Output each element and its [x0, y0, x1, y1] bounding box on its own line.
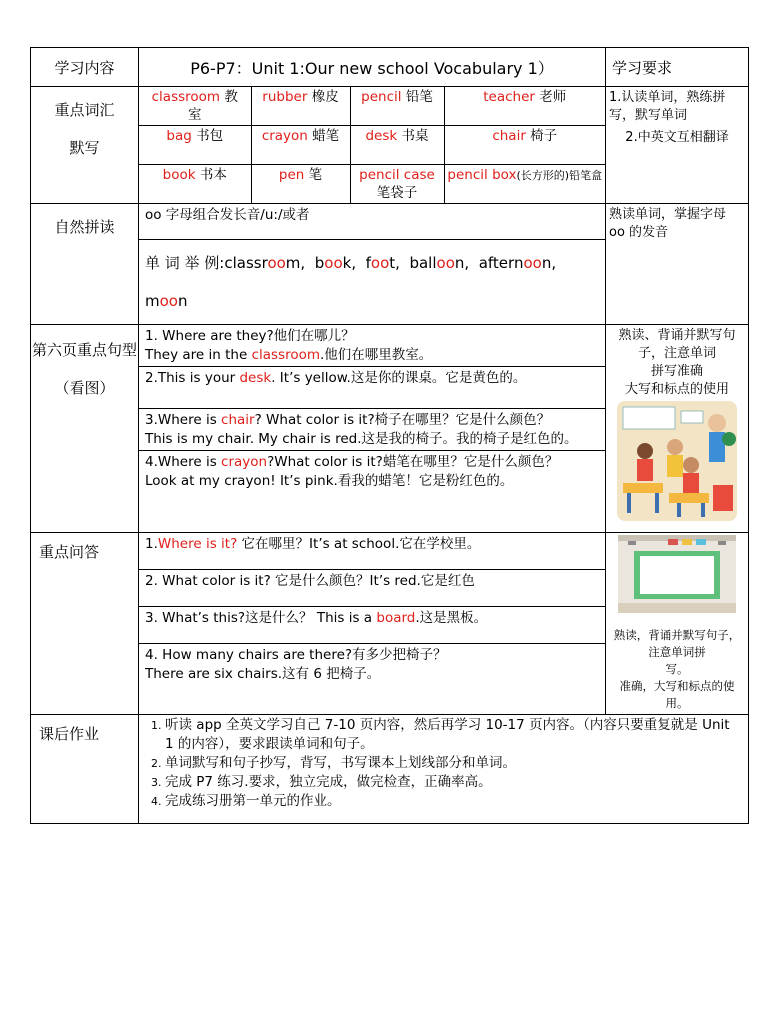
- text-part: 4.Where is: [145, 454, 222, 470]
- vocab-cell: [350, 126, 444, 165]
- phonics-word: [145, 292, 188, 310]
- vocab-meaning: 笔: [308, 167, 323, 183]
- vocab-cell: [251, 165, 350, 204]
- word-highlight: oo: [324, 254, 343, 272]
- vocabulary-grid: [139, 87, 605, 203]
- text-part: 2. What color is it? 它是什么颜色？It’s red.它是红色: [145, 573, 475, 589]
- key-qa-requirement: [606, 533, 749, 715]
- vocab-cell: [444, 87, 605, 126]
- word-part: aftern: [478, 254, 524, 272]
- text-part: . It’s yellow.这是你的课桌。它是黄色的。: [271, 370, 527, 386]
- vocab-meaning: 书本: [199, 167, 227, 183]
- keyword: classroom: [251, 347, 320, 363]
- sentence-3: [139, 409, 605, 451]
- sentence-1: [139, 325, 605, 367]
- vocab-word: teacher: [483, 89, 535, 105]
- vocabulary-grid-cell: [139, 87, 606, 204]
- qa-4-line2: There are six chairs.这有 6 把椅子。: [145, 666, 381, 682]
- vocab-meaning: 书包: [196, 128, 224, 144]
- phonics-label: 自然拼读: [31, 204, 139, 325]
- word-part: m: [145, 292, 160, 310]
- header-requirement-label: 学习要求: [606, 48, 749, 87]
- sentence-1-line1: 1. Where are they?他们在哪儿？: [145, 328, 355, 344]
- sentence-4: [139, 451, 605, 493]
- word-part: classr: [224, 254, 268, 272]
- vocabulary-label-line2: 默写: [69, 139, 100, 157]
- word-part: k: [342, 254, 352, 272]
- sentence-4-line1: [145, 453, 599, 472]
- phonics-content: [139, 204, 606, 325]
- phonics-examples-prefix: 单 词 举 例:: [145, 254, 225, 272]
- requirement-line3: 大写和标点的使用: [624, 382, 729, 397]
- phonics-examples: 单 词 举 例:classroom, book, foot, balloon, afternoon, moon: [145, 254, 557, 310]
- word-part: n: [177, 292, 188, 310]
- key-qa-content: [139, 533, 606, 715]
- phonics-word: [315, 254, 352, 272]
- text-part: 1.: [145, 536, 158, 552]
- vocab-cell: [350, 165, 444, 204]
- key-qa-label: 重点问答: [31, 533, 139, 715]
- sentence-3-line1: [145, 411, 599, 430]
- sentence-3-line2: This is my chair. My chair is red.这是我的椅子。我的椅子是红色的。: [145, 431, 578, 447]
- homework-item: 2. 单词默写和句子抄写，背写，书写课本上划线部分和单词。: [165, 754, 742, 773]
- text-part: ?What color is it?蜡笔在哪里？它是什么颜色？: [267, 454, 559, 470]
- vocab-cell: [444, 165, 605, 204]
- keyword: desk: [239, 370, 272, 386]
- text-part: 3.Where is: [145, 412, 222, 428]
- qa-4-line1: 4. How many chairs are there?有多少把椅子？: [145, 647, 447, 663]
- classroom-illustration: [617, 401, 737, 521]
- sentence-1-line2: [145, 346, 599, 365]
- text-part: 2.This is your: [145, 370, 240, 386]
- phonics-requirement: 熟读单词，掌握字母 oo 的发音: [606, 204, 749, 325]
- vocab-word: pen: [278, 167, 305, 183]
- qa-3: [139, 607, 605, 644]
- vocab-row-2: [139, 126, 605, 165]
- requirement-line1: 熟读，背诵并默写句子，注意单词拼: [613, 628, 741, 659]
- vocab-meaning: 教室: [188, 89, 238, 123]
- requirement-line2: 拼写准确: [650, 364, 703, 379]
- qa-2: [139, 570, 605, 607]
- qa-1: [139, 533, 605, 570]
- word-part: t: [389, 254, 396, 272]
- vocab-word: chair: [492, 128, 526, 144]
- phonics-word: [224, 254, 300, 272]
- vocab-word: pencil case: [359, 167, 435, 183]
- homework-item: 3. 完成 P7 练习.要求，独立完成，做完检查，正确率高。: [165, 773, 742, 792]
- word-part: ball: [409, 254, 437, 272]
- qa-4: [139, 644, 605, 686]
- requirement-line2: 写。: [665, 662, 689, 676]
- vocab-word: crayon: [261, 128, 308, 144]
- word-part: m: [285, 254, 301, 272]
- vocab-meaning: 书桌: [401, 128, 429, 144]
- key-qa-row: [31, 533, 749, 715]
- text-part: .这是黑板。: [415, 610, 488, 626]
- word-highlight: oo: [159, 292, 178, 310]
- vocab-word: desk: [365, 128, 398, 144]
- text-part: 它在哪里？It’s at school.它在学校里。: [237, 536, 481, 552]
- word-part: f: [365, 254, 371, 272]
- vocab-cell: [139, 165, 251, 204]
- sentence-2: [139, 367, 605, 409]
- phonics-word: [409, 254, 464, 272]
- word-part: b: [314, 254, 325, 272]
- text-part: .他们在哪里教室。: [320, 347, 433, 363]
- vocab-requirement-2: 2.中英文互相翻译: [625, 130, 729, 145]
- text-part: 3. What’s this?这是什么？ This is a: [145, 610, 377, 626]
- key-sentences-label-line1: 第六页重点句型: [31, 341, 137, 359]
- homework-item: 4. 完成练习册第一单元的作业。: [165, 792, 742, 811]
- phonics-word: [479, 254, 552, 272]
- keyword: board: [376, 610, 416, 626]
- requirement-line1: 熟读、背诵并默写句子，注意单词: [618, 328, 736, 361]
- word-highlight: oo: [267, 254, 286, 272]
- text-part: They are in the: [145, 347, 252, 363]
- homework-content: [139, 715, 749, 824]
- word-highlight: oo: [436, 254, 455, 272]
- word-highlight: oo: [523, 254, 542, 272]
- key-sentences-label-line2: （看图）: [54, 379, 115, 397]
- vocab-meaning: 橡皮: [311, 89, 339, 105]
- keyword: crayon: [221, 454, 268, 470]
- vocab-word: pencil: [361, 89, 402, 105]
- vocab-meaning: 老师: [539, 89, 567, 105]
- vocab-cell: [139, 126, 251, 165]
- vocabulary-requirement: [606, 87, 749, 204]
- key-sentences-row: [31, 325, 749, 533]
- vocab-meaning: (长方形的)铅笔盒: [516, 169, 603, 182]
- whiteboard-illustration: [618, 535, 736, 613]
- vocab-cell: [444, 126, 605, 165]
- worksheet-table: [30, 47, 749, 824]
- vocab-meaning: 笔袋子: [376, 185, 418, 201]
- word-highlight: oo: [370, 254, 390, 272]
- vocab-word: rubber: [262, 89, 308, 105]
- key-sentences-label: [31, 325, 139, 533]
- homework-row: [31, 715, 749, 824]
- homework-item: 1. 听读 app 全英文学习自己 7-10 页内容，然后再学习 10-17 页内容。（内容只要重复就是 Unit 1 的内容），要求跟读单词和句子。: [165, 716, 742, 754]
- homework-label: 课后作业: [31, 715, 139, 824]
- homework-list: [139, 716, 748, 811]
- vocab-meaning: 椅子: [530, 128, 558, 144]
- keyword: Where is it?: [157, 536, 238, 552]
- requirement-line3: 准确，大写和标点的使用。: [619, 679, 735, 710]
- phonics-row: [31, 204, 749, 325]
- key-sentences-requirement: [606, 325, 749, 533]
- vocabulary-label: [31, 87, 139, 204]
- vocab-requirement-1: 1.认读单词，熟练拼写，默写单词: [609, 90, 726, 123]
- vocabulary-row: [31, 87, 749, 204]
- keyword: chair: [221, 412, 255, 428]
- sentence-4-line2: Look at my crayon! It’s pink.看我的蜡笔！它是粉红色的。: [145, 473, 514, 489]
- vocab-row-1: [139, 87, 605, 126]
- header-row: [31, 48, 749, 87]
- vocab-cell: [251, 126, 350, 165]
- phonics-rule: oo 字母组合发长音/u:/或者: [139, 204, 605, 240]
- vocab-cell: [139, 87, 251, 126]
- vocab-row-3: [139, 165, 605, 204]
- word-part: n: [541, 254, 552, 272]
- vocab-word: pencil box: [447, 167, 517, 183]
- header-content-label: 学习内容: [31, 48, 139, 87]
- vocab-word: bag: [166, 128, 192, 144]
- vocab-word: classroom: [151, 89, 221, 105]
- vocab-meaning: 蜡笔: [312, 128, 340, 144]
- header-title: P6-P7：Unit 1:Our new school Vocabulary 1）: [139, 48, 606, 87]
- phonics-word: [366, 254, 396, 272]
- word-part: n: [454, 254, 465, 272]
- text-part: ? What color is it?椅子在哪里？它是什么颜色？: [254, 412, 551, 428]
- vocab-meaning: 铅笔: [405, 89, 433, 105]
- vocab-cell: [350, 87, 444, 126]
- vocab-cell: [251, 87, 350, 126]
- vocabulary-label-line1: 重点词汇: [54, 101, 115, 119]
- vocab-word: book: [162, 167, 196, 183]
- key-sentences-content: [139, 325, 606, 533]
